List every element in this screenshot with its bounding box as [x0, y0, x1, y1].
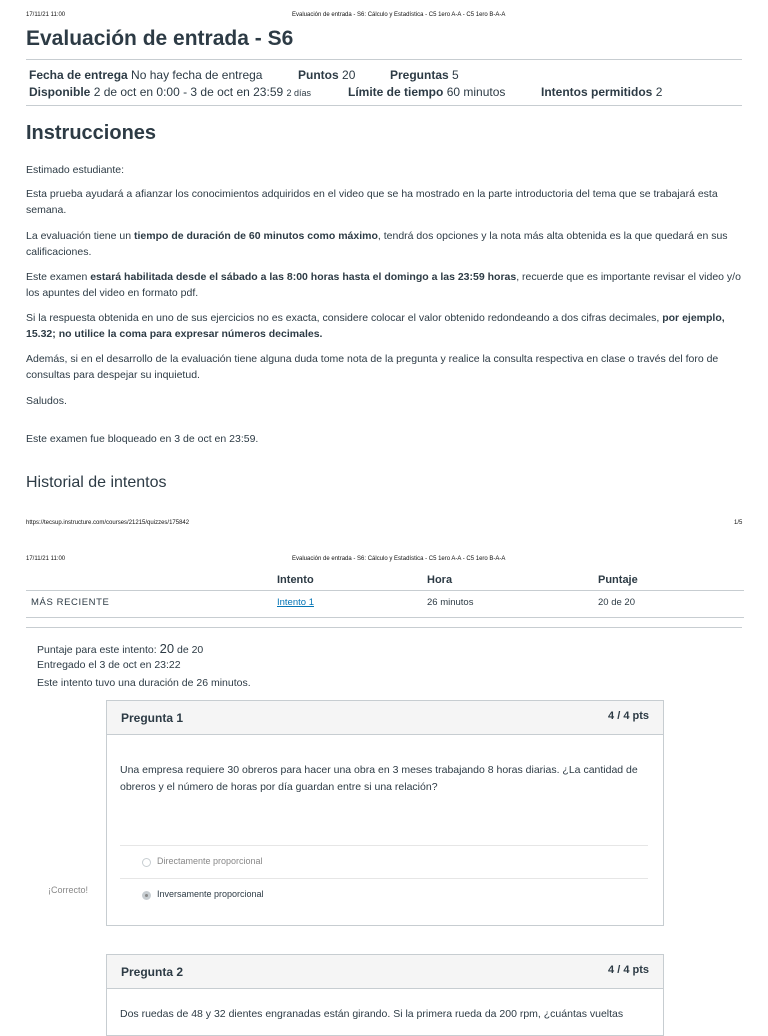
instructions-paragraph-1: Esta prueba ayudará a afianzar los conocimientos adquiridos en el video que se ha mostrado en la parte introductoria del tema que se trabajará esta semana. [26, 188, 718, 216]
points-value: 20 [342, 68, 356, 82]
page-title: Evaluación de entrada - S6 [26, 27, 294, 50]
question-points-1: 4 / 4 pts [608, 710, 649, 722]
attempts-label: Intentos permitidos [541, 85, 653, 99]
answer-label: Directamente proporcional [157, 856, 263, 866]
question-header-2 [107, 955, 663, 989]
question-header-1 [107, 701, 663, 735]
due-date [29, 68, 262, 82]
points-label: Puntos [298, 68, 339, 82]
questions-label: Preguntas [390, 68, 449, 82]
answer-option[interactable] [120, 845, 648, 878]
time-limit-label: Límite de tiempo [348, 85, 444, 99]
print-doc-title: Evaluación de entrada - S6: Cálculo y Estadística - C5 1ero A-A - C5 1ero B-A-A [292, 12, 506, 18]
attempt-history-heading: Historial de intentos [26, 474, 167, 491]
instructions-paragraph-5: Además, si en el desarrollo de la evaluación tiene alguna duda tome nota de la pregunta y realice la consulta respectiva en clase o través del foro de consultas para despejar su inquietud. [26, 353, 719, 381]
question-text-1: Una empresa requiere 30 obreros para hacer una obra en 3 meses trabajando 8 horas diarias. ¿La cantidad de obreros y el número de horas por día guardan entre si una relación? [120, 764, 638, 793]
questions-count [390, 68, 459, 82]
submitted-date: Entregado el 3 de oct en 23:22 [37, 659, 181, 671]
instructions-closing: Saludos. [26, 395, 67, 407]
question-title-1: Pregunta 1 [121, 711, 184, 725]
answer-label-selected: Inversamente proporcional [157, 889, 264, 899]
table-row [26, 590, 744, 618]
attempt-time: 26 minutos [427, 597, 474, 608]
meta-divider [26, 105, 742, 106]
print-page-number: 1/5 [734, 520, 743, 526]
radio-selected-icon[interactable] [142, 891, 151, 900]
question-text-2: Dos ruedas de 48 y 32 dientes engranadas están girando. Si la primera rueda da 200 rpm, ¿cuántas vueltas [120, 1008, 624, 1020]
print-footer-url: https://tecsup.instructure.com/courses/21215/quizzes/175842 [26, 520, 190, 526]
instructions-paragraph-4: Si la respuesta obtenida en uno de sus ejercicios no es exacta, considere colocar el valor obtenido redondeando a dos cifras decimales, por ejemplo, 15.32; no utilice la coma para expresar números decimales. [26, 312, 725, 340]
correct-answer-indicator: ¡Correcto! [48, 885, 89, 895]
attempt-score-summary: Puntaje para este intento: 20 de 20 [37, 641, 204, 656]
instructions-heading: Instrucciones [26, 122, 157, 144]
print-date-2: 17/11/21 11:00 [26, 556, 66, 562]
attempt-score: 20 de 20 [598, 597, 635, 608]
answer-option-selected[interactable] [120, 878, 648, 911]
availability [29, 85, 311, 99]
radio-unselected-icon[interactable] [142, 858, 151, 867]
points [298, 68, 355, 82]
questions-value: 5 [452, 68, 459, 82]
print-date: 17/11/21 11:00 [26, 12, 66, 18]
col-header-time: Hora [427, 574, 453, 586]
most-recent-label: MÁS RECIENTE [31, 597, 110, 608]
available-days: 2 días [286, 88, 312, 98]
attempts-value: 2 [655, 85, 663, 99]
title-divider [26, 59, 742, 60]
col-header-score: Puntaje [598, 574, 638, 586]
question-points-2: 4 / 4 pts [608, 964, 649, 976]
time-limit-value: 60 minutos [446, 85, 506, 99]
attempt-duration: Este intento tuvo una duración de 26 minutos. [37, 677, 251, 689]
question-title-2: Pregunta 2 [121, 965, 184, 979]
instructions-paragraph-3: Este examen estará habilitada desde el sábado a las 8:00 horas hasta el domingo a las 23:59 horas, recuerde que es importante revisar el video y/o los apuntes del video en formato pdf. [26, 271, 741, 299]
attempts-allowed [541, 85, 662, 99]
due-value: No hay fecha de entrega [131, 68, 263, 82]
attempt-1-link[interactable]: Intento 1 [277, 597, 314, 608]
time-limit [348, 85, 505, 99]
print-doc-title-2: Evaluación de entrada - S6: Cálculo y Estadística - C5 1ero A-A - C5 1ero B-A-A [292, 556, 506, 562]
instructions-greeting: Estimado estudiante: [26, 164, 125, 176]
due-label: Fecha de entrega [29, 68, 128, 82]
table-bottom-divider [26, 627, 742, 628]
available-label: Disponible [29, 85, 91, 99]
instructions-paragraph-2: La evaluación tiene un tiempo de duración de 60 minutos como máximo, tendrá dos opciones y la nota más alta obtenida es la que quedará en sus calificaciones. [26, 230, 728, 258]
available-value: 2 de oct en 0:00 - 3 de oct en 23:59 [93, 85, 284, 99]
col-header-attempt: Intento [277, 574, 314, 586]
locked-notice: Este examen fue bloqueado en 3 de oct en 23:59. [26, 433, 259, 445]
